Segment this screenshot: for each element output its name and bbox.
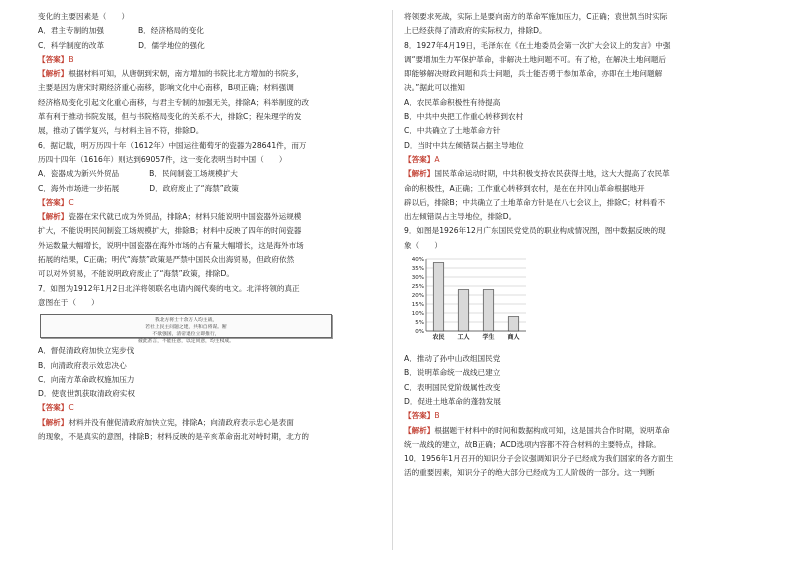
q5-stem-tail: 变化的主要因素是（ ） [38, 12, 130, 21]
q9-option-d: D．促进土地革命的蓬勃发展 [404, 396, 501, 406]
bar-chart-svg [404, 255, 534, 345]
q6-options-ab [38, 167, 394, 181]
q5-options-ab [38, 24, 394, 38]
y-tick-label: 15% [411, 302, 424, 309]
q5-option-a: A．君主专制的加强 [38, 26, 104, 36]
x-tick-label: 商人 [507, 334, 520, 342]
answer-tag: 【答案】 [38, 403, 69, 413]
q10-stem: 10．1956年1月召开的知识分子会议强调知识分子已经成为我们国家的各方面生 [404, 454, 674, 464]
answer-tag: 【答案】 [38, 54, 69, 64]
q5-option-d: D．儒学地位的强化 [138, 40, 205, 50]
q7-option-d: D．使袁世凯获取清政府实权 [38, 389, 135, 399]
y-tick-label: 20% [411, 293, 424, 300]
q5-explanation-line: 经济格局变化引起文化重心南移，与君主专制的加强无关，排除A；科举制度的改 [38, 97, 309, 107]
explanation-tag: 【解析】 [404, 425, 435, 435]
right-column [404, 10, 760, 481]
q8-option-b: B．中共中央把工作重心转移到农村 [404, 112, 524, 122]
x-tick-label: 农民 [432, 334, 445, 342]
answer-value: A [434, 154, 440, 164]
q8-explanation-line: 【解析】国民革命运动时期，中共积极支持农民获得土地，这大大提高了农民革 [404, 169, 670, 179]
q8-stem: 即能够解决财政问题和兵士问题，兵士能否勇于参加革命，亦即在土地问题解 [404, 69, 663, 79]
explanation-tag: 【解析】 [38, 69, 69, 79]
q6-option-c: C．海外市场进一步拓展 [38, 183, 120, 193]
q8-option-a: A．农民革命积极性有待提高 [404, 97, 501, 107]
q8-explanation-line: 命的积极性，A正确；工作重心转移到农村，是在在井冈山革命根据地开 [404, 183, 645, 193]
q6-explanation-line: 【解析】瓷器在宋代就已成为外贸品，排除A；材料只能说明中国瓷器外运规模 [38, 212, 302, 222]
q7-option-a: A．督促清政府加快立宪步伐 [38, 346, 135, 356]
y-tick-label: 35% [411, 266, 424, 273]
bar [508, 317, 519, 331]
q7-answer [38, 401, 394, 415]
answer-tag: 【答案】 [404, 154, 435, 164]
q9-explanation-line: 【解析】根据题干材料中的时间和数据构成可知，这是国共合作时期，说明革命 [404, 425, 670, 435]
telegram-image: 我北方将士十余万人均主战， 若社上民主问题之建，共和自将谋。断 不欲强国，清帝退位立即推行， 彼此甚言，不能任意，以定同意，均主权成。 [40, 314, 332, 338]
occupation-bar-chart [404, 255, 760, 349]
explanation-tag: 【解析】 [404, 169, 435, 179]
y-tick-label: 30% [411, 275, 424, 282]
q9-option-a: A．推动了孙中山改组国民党 [404, 354, 501, 364]
q5-option-b: B．经济格局的变化 [137, 26, 204, 36]
q6-explanation-line: 拓展的结果，C正确；明代“海禁”政策是严禁中国民众出海贸易，但政府依然 [38, 255, 295, 265]
bar [483, 290, 494, 331]
q10-stem: 活的重要因素，知识分子的绝大部分已经成为工人阶级的一部分。这一判断 [404, 468, 655, 478]
x-tick-label: 学生 [482, 334, 495, 342]
q8-explanation-line: 辟以后，排除B；中共确立了土地革命方针是在八七会议上，排除C；材料看不 [404, 197, 666, 207]
answer-value: B [68, 54, 74, 64]
explanation-tag: 【解析】 [38, 417, 69, 427]
q5-explanation-line: 革有利于推动书院发展，但与书院格局变化的关系不大，排除C；程朱理学的发 [38, 112, 302, 122]
q5-explanation-line: 主要是因为唐宋时期经济重心南移，影响文化中心南移，B项正确；材料强调 [38, 83, 294, 93]
answer-value: C [68, 403, 74, 413]
q8-option-c: C．中共确立了土地革命方针 [404, 126, 501, 136]
q6-explanation-line: 可以对外贸易，不能说明政府废止了“海禁”政策，排除D。 [38, 269, 234, 279]
x-tick-label: 工人 [457, 334, 470, 342]
q7-explanation-line: 上已经获得了清政府的实际权力，排除D。 [404, 26, 547, 36]
q6-stem: 历四十四年（1616年）则达到69057件，这一变化表明当时中国（ ） [38, 154, 287, 164]
q7-explanation-line: 的现象，不是真实的意图，排除B；材料反映的是辛亥革命南北对峙时期，北方的 [38, 432, 309, 442]
q7-explanation-line: 将领要求死战，实际上是要向南方的革命军施加压力，C正确；袁世凯当时实际 [404, 12, 668, 21]
y-tick-label: 25% [411, 284, 424, 291]
q7-stem: 7．如图为1912年1月2日北洋将领联名电请内阁代奏的电文。北洋将领的真正 [38, 283, 300, 293]
q6-explanation-line: 扩大，不能说明民间制瓷工场规模扩大，排除B；材料中反映了四年的时间瓷器 [38, 226, 302, 236]
y-tick-label: 40% [411, 257, 424, 264]
q6-stem: 6．据记载，明万历四十年（1612年）中国运往葡萄牙的瓷器为28641件，而万 [38, 140, 307, 150]
answer-value: C [68, 197, 74, 207]
q7-option-c: C．向南方革命政权施加压力 [38, 374, 135, 384]
q8-stem: 决。”据此可以推知 [404, 83, 465, 93]
q5-options-cd [38, 39, 394, 53]
answer-value: B [434, 411, 440, 421]
q9-stem: 9．如图是1926年12月广东国民党党员的职业构成情况图，图中数据反映的现 [404, 226, 666, 236]
q7-stem: 意图在于（ ） [38, 297, 99, 307]
q7-explanation-line: 【解析】材料并没有催促清政府加快立宪，排除A；向清政府表示忠心是表面 [38, 417, 294, 427]
q6-option-b: B．民间制瓷工场规模扩大 [149, 169, 238, 179]
q5-option-c: C．科学制度的改革 [38, 40, 105, 50]
bar [433, 263, 444, 331]
q5-answer [38, 53, 394, 67]
explanation-tag: 【解析】 [38, 212, 69, 222]
bar [458, 290, 469, 331]
q6-answer [38, 196, 394, 210]
q6-option-a: A．瓷器成为新兴外贸品 [38, 169, 120, 179]
y-tick-label: 0% [415, 329, 424, 336]
q6-option-d: D．政府废止了“海禁”政策 [149, 183, 239, 193]
answer-tag: 【答案】 [404, 411, 435, 421]
q5-explanation-line: 【解析】根据材料可知，从唐朝到宋朝，南方增加的书院比北方增加的书院多， [38, 69, 304, 79]
q9-explanation-line: 统一战线的建立，故B正确；ACD选项内容都不符合材料的主要特点，排除。 [404, 439, 661, 449]
q8-explanation-line: 出左倾错误占主导地位，排除D。 [404, 212, 517, 222]
q5-explanation-line: 展，推动了儒学复兴，与材料主旨不符，排除D。 [38, 126, 204, 136]
q8-option-d: D．当时中共左倾错误占据主导地位 [404, 140, 524, 150]
q9-option-b: B．说明革命统一战线已建立 [404, 368, 501, 378]
q9-answer [404, 409, 760, 423]
q8-answer [404, 153, 760, 167]
y-tick-label: 10% [411, 311, 424, 318]
q6-options-cd [38, 182, 394, 196]
q8-stem: 8．1927年4月19日，毛泽东在《在土地委员会第一次扩大会议上的发言》中强 [404, 40, 671, 50]
q7-option-b: B．向清政府表示效忠决心 [38, 360, 127, 370]
q8-stem: 调“要增加生力军保护革命，非解决土地问题不可。有了枪，在解决土地问题后 [404, 54, 667, 64]
q9-option-c: C．表明国民党阶级属性改变 [404, 382, 501, 392]
q9-stem: 象（ ） [404, 240, 442, 250]
q6-explanation-line: 外运数量大幅增长，说明中国瓷器在海外市场的占有量大幅增长，这是海外市场 [38, 240, 304, 250]
answer-tag: 【答案】 [38, 197, 69, 207]
y-tick-label: 5% [415, 320, 424, 327]
left-column [38, 10, 394, 444]
